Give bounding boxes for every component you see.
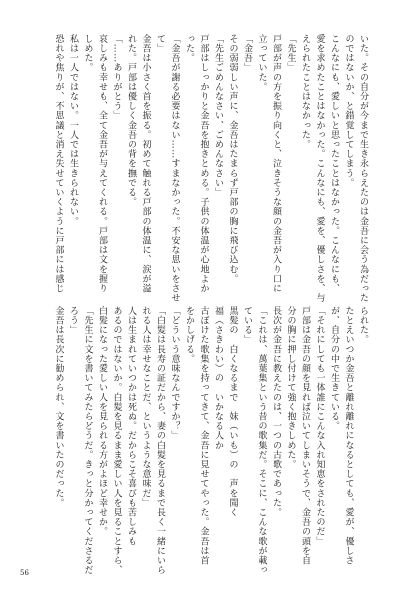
text-line: 愛を求めたことはなかった。こんなにも、愛を、優しさを、与: [314, 34, 325, 303]
text-line: 黒髪の 白くなるまで 妹（いも）の 声を聞く: [227, 306, 238, 518]
text-block-lower: [30, 306, 370, 575]
text-line: 分の胸に押し付けて強く抱きしめた。: [285, 306, 296, 470]
text-block-upper: [30, 34, 370, 303]
text-line: 私は一人ではない。一人では生きられない。: [68, 34, 78, 226]
text-line: のではないか、と錯覚してしまう。: [343, 34, 354, 188]
text-line: 人は生まれていつかは死ぬ。だからこそ喜びも苦しみも: [126, 306, 136, 546]
text-line: 白髪になった愛しい人を見られる方がよほど幸せか。: [97, 306, 107, 537]
text-line: った。: [184, 34, 194, 63]
text-line: 「どういう意味なんですか？」: [169, 306, 180, 441]
text-line: ている」: [242, 306, 252, 345]
text-line: られた。: [358, 306, 368, 345]
text-line: 「金吾」: [242, 34, 252, 73]
text-line: 「金吾が謝る必要はない……すまなかった。不安な思いをさせ: [169, 34, 180, 303]
text-line: 「先生に文を書いてみたらどうだ。きっと分かってくださるだ: [82, 306, 93, 575]
page-number: 56: [20, 569, 29, 577]
text-line: 恐れや焦りが、不思議と消え失せていくように戸部には感じ: [53, 34, 64, 294]
text-line: 「先生ごめんなさい、ごめんなさい」: [213, 34, 223, 198]
text-line: て」: [155, 34, 165, 54]
text-line: あるのではないか。白髪を見るまま愛しい人を見ることすら、: [111, 306, 122, 575]
text-line: しめた。: [82, 34, 93, 73]
text-line: 「白髪は長寿の証だから、妻の白髪を見るまで長く一緒にいら: [155, 306, 165, 575]
text-line: 戸部はしっかりと金吾を抱きとめる。子供の体温が心地よか: [198, 34, 209, 294]
text-line: 「先生」: [285, 34, 296, 73]
text-line: 「それにしても一体誰にこんな入れ知恵をされたのだ」: [314, 306, 325, 546]
text-line: 哀しみも幸せも、全て金吾が与えてくれる。戸部は文を握り: [97, 34, 107, 294]
text-line: 福（さきわい）の いかなる人か: [213, 306, 223, 450]
text-line: ろう」: [68, 306, 78, 335]
text-line: れた。戸部は優しく金吾の背を撫でる。: [126, 34, 136, 207]
text-line: 「……ありがとう」: [111, 34, 122, 121]
text-line: をかしげる。: [184, 306, 194, 364]
text-line: こんなにも、愛しいと思ったことはなかった。こんなにも、: [329, 34, 339, 294]
text-line: 長次が金吾に教えたのは、一つの古歌であった。: [271, 306, 281, 518]
text-line: 金吾は小さく首を振る。初めて触れる戸部の体温に、涙が溢: [140, 34, 151, 294]
text-line: その弱弱しい声に、金吾はたまらず戸部の胸に飛び込む。: [227, 34, 238, 284]
text-line: たとえいつか金吾と離れ離れになるとしても、愛が、優しさ: [343, 306, 354, 566]
text-line: れる人は幸せなことだ、というような意味だ」: [140, 306, 151, 508]
text-line: 立っていた。: [256, 34, 267, 92]
text-line: いた。その自分が今まで生き永らえたのは金吾に会う為だった: [358, 34, 368, 303]
text-line: 金吾は長次に勧められ、文を書いたのだった。: [53, 306, 64, 508]
text-line: 戸部が声の方を振り向くと、泣きそうな顔の金吾が入り口に: [271, 34, 281, 294]
text-line: えられたことはなかった。: [300, 34, 310, 150]
text-line: 「これは、萬葉集という昔の歌集だ。そこに、こんな歌が載っ: [256, 306, 267, 575]
text-line: が、自分の中で生きている。: [329, 306, 339, 431]
text-line: 古ぼけた歌集を持ってきて、金吾に見せてやった。金吾は首: [198, 306, 209, 566]
text-line: 戸部は金吾の顔を見れば泣いてしまいそうで、金吾の頭を自: [300, 306, 310, 566]
